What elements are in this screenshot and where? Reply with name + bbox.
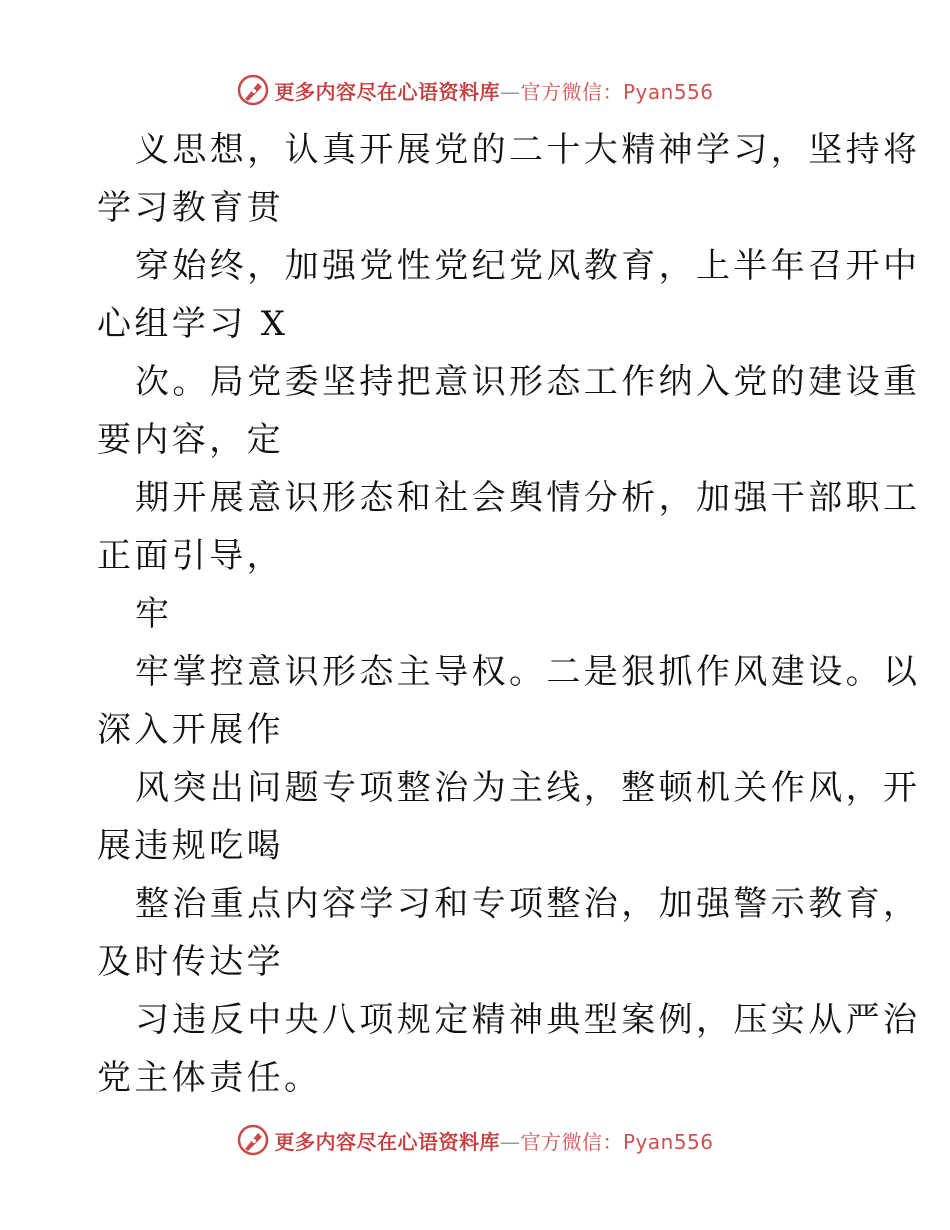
footer-watermark-banner <box>0 1120 950 1160</box>
body-line: 整治重点内容学习和专项整治，加强警示教育， <box>135 884 921 924</box>
banner-site-name: 更多内容尽在心语资料库 <box>274 1129 500 1154</box>
banner-wechat-label: 官方微信： <box>520 1129 623 1154</box>
body-line: 深入开展作 <box>97 710 284 750</box>
banner-separator: — <box>499 79 521 104</box>
body-line: 牢掌控意识形态主导权。二是狠抓作风建设。以 <box>135 652 921 692</box>
body-line: 学习教育贯 <box>97 188 284 228</box>
header-watermark-banner <box>0 70 950 110</box>
body-line: 期开展意识形态和社会舆情分析，加强干部职工 <box>135 478 921 518</box>
banner-site-name: 更多内容尽在心语资料库 <box>274 79 500 104</box>
body-line: 风突出问题专项整治为主线，整顿机关作风，开 <box>135 768 921 808</box>
banner-text <box>274 76 713 105</box>
body-line: 展违规吃喝 <box>97 826 284 866</box>
body-line: 正面引导， <box>97 536 284 576</box>
body-line: 穿始终，加强党性党纪党风教育，上半年召开中 <box>135 246 921 286</box>
banner-wechat-label: 官方微信： <box>520 79 623 104</box>
body-line: 义思想，认真开展党的二十大精神学习，坚持将 <box>135 130 921 170</box>
banner-text <box>274 1126 713 1155</box>
body-line: 习违反中央八项规定精神典型案例，压实从严治 <box>135 1000 921 1040</box>
body-line: 牢 <box>135 594 173 634</box>
pen-nib-logo-icon <box>236 73 270 107</box>
body-line: 及时传达学 <box>97 942 284 982</box>
banner-wechat-id: Pyan556 <box>622 1129 714 1154</box>
banner-wechat-id: Pyan556 <box>622 79 714 104</box>
body-line: 次。局党委坚持把意识形态工作纳入党的建设重 <box>135 362 921 402</box>
pen-nib-logo-icon <box>236 1123 270 1157</box>
body-line: 心组学习 X <box>97 304 289 344</box>
body-line: 党主体责任。 <box>97 1058 322 1098</box>
banner-separator: — <box>499 1129 521 1154</box>
body-line: 要内容，定 <box>97 420 284 460</box>
